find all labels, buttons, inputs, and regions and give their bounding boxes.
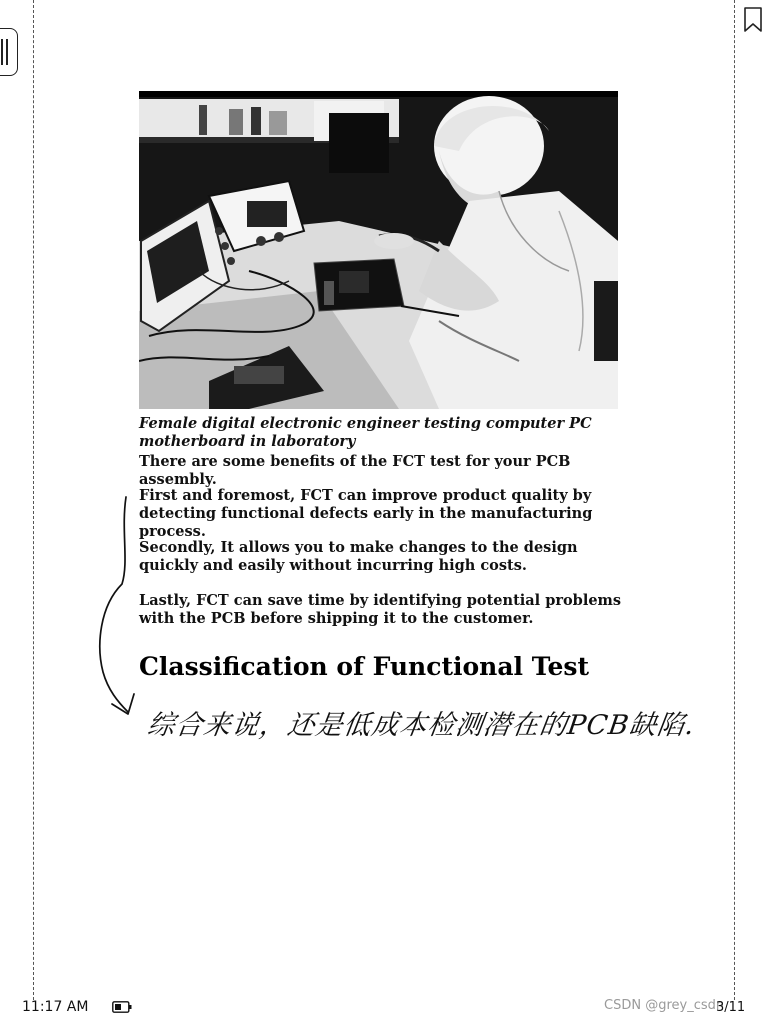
status-time: 11:17 AM xyxy=(22,999,89,1015)
paragraph-third: Lastly, FCT can save time by identifying potential problems with the PCB before shipping it to the customer. xyxy=(139,592,622,627)
menu-handle-icon[interactable] xyxy=(0,28,18,76)
engineer-photo xyxy=(139,91,618,409)
right-margin-line xyxy=(734,0,735,1000)
image-caption: Female digital electronic engineer testing computer PC motherboard in laboratory xyxy=(139,415,592,450)
paragraph-intro: There are some benefits of the FCT test for your PCB assembly. xyxy=(139,453,571,488)
paragraph-second: Secondly, It allows you to make changes to the design quickly and easily without incurring high costs. xyxy=(139,539,578,574)
handwritten-note: 综合来说，还是低成本检测潜在的PCB缺陷. xyxy=(145,710,698,741)
left-margin-line xyxy=(33,0,34,1000)
section-heading: Classification of Functional Test xyxy=(139,652,590,681)
source-watermark: CSDN @grey_csdn xyxy=(604,998,725,1013)
battery-icon xyxy=(112,1001,132,1013)
bookmark-icon[interactable] xyxy=(742,6,764,34)
paragraph-first: First and foremost, FCT can improve product quality by detecting functional defects early in the manufacturing process. xyxy=(139,487,593,540)
page-indicator: 3/11 xyxy=(716,1000,746,1015)
